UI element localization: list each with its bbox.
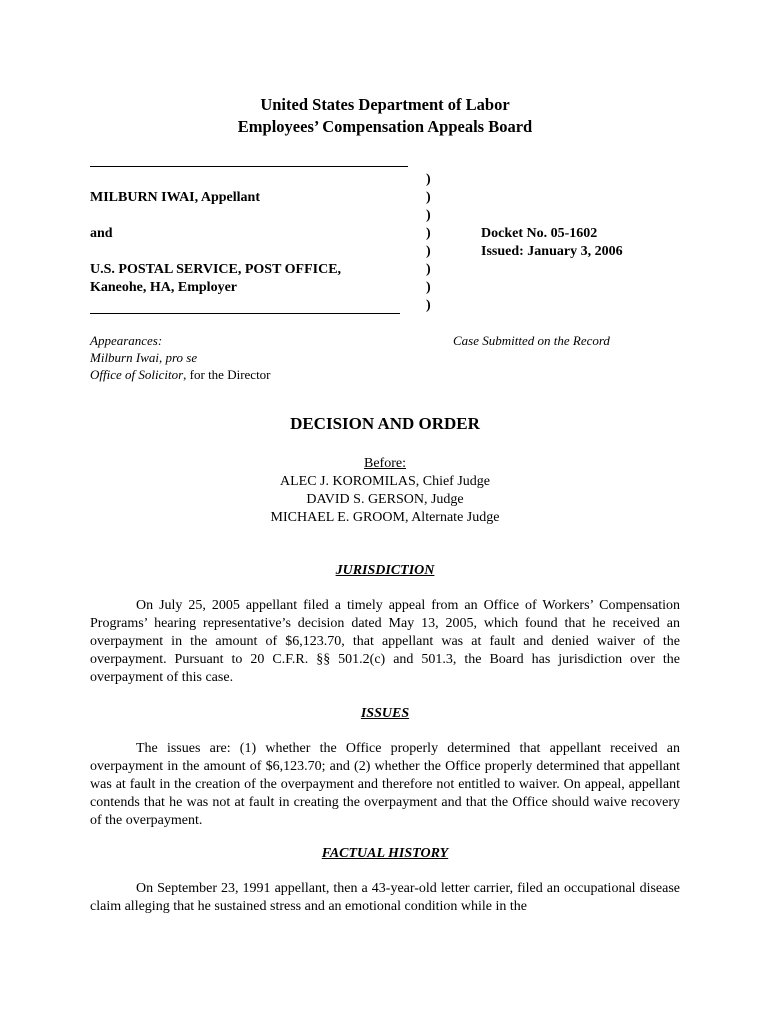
employer-line-2: Kaneohe, HA, Employer [90, 280, 237, 295]
judges-panel [0, 455, 770, 527]
paren: ) [426, 172, 431, 187]
agency-line-1: United States Department of Labor [260, 95, 510, 114]
employer-line-1: U.S. POSTAL SERVICE, POST OFFICE, [90, 262, 342, 277]
caption-bottom-rule [90, 313, 400, 314]
appellant-name: MILBURN IWAI, Appellant [90, 190, 260, 205]
caption-and: and [90, 226, 113, 241]
paren: ) [426, 190, 431, 205]
issued-date: Issued: January 3, 2006 [481, 244, 623, 259]
paren: ) [426, 280, 431, 295]
paren: ) [426, 298, 431, 313]
docket-block [481, 225, 623, 261]
paragraph-issues: The issues are: (1) whether the Office properly determined that appellant received an overpayment in the amount of $6,123.70; and (2) whether the Office properly determined that appellant was at fault in the creation of the overpayment and therefore not entitled to waiver. On appeal, appellant contends that he was not at fault in creating the overpayment and that the Office should waive recovery of the overpayment. [90, 741, 680, 828]
paragraph-factual-history: On September 23, 1991 appellant, then a 43-year-old letter carrier, filed an occupational disease claim alleging that he sustained stress and an emotional condition while in the [90, 881, 680, 914]
judge-name: ALEC J. KOROMILAS, Chief Judge [280, 474, 490, 489]
before-label: Before: [364, 456, 406, 471]
director-role: , for the Director [183, 367, 271, 382]
judge-name: DAVID S. GERSON, Judge [306, 492, 464, 507]
paren: ) [426, 226, 431, 241]
section-heading-factual-history: FACTUAL HISTORY [321, 846, 449, 861]
caption-parentheses [426, 171, 431, 315]
paren: ) [426, 244, 431, 259]
paren: ) [426, 208, 431, 223]
agency-header [0, 94, 770, 138]
appellant-representative: Milburn Iwai, pro se [90, 350, 198, 365]
appearances-block [90, 332, 271, 383]
appearances-label: Appearances: [90, 333, 163, 348]
section-heading-jurisdiction: JURISDICTION [335, 563, 435, 578]
docket-number: Docket No. 05-1602 [481, 226, 598, 241]
submission-note: Case Submitted on the Record [453, 333, 610, 348]
paragraph-jurisdiction: On July 25, 2005 appellant filed a timely appeal from an Office of Workers’ Compensation Programs’ hearing representative’s decision dated May 13, 2005, which found that he received an overpayment in the amount of $6,123.70, that appellant was at fault and denied waiver of the overpayment. Pursuant to 20 C.F.R. §§ 501.2(c) and 501.3, the Board has jurisdiction over the overpayment of this case. [90, 598, 680, 685]
solicitor-office: Office of Solicitor [90, 367, 184, 382]
section-heading-issues: ISSUES [360, 706, 410, 721]
judge-name: MICHAEL E. GROOM, Alternate Judge [270, 510, 500, 525]
director-representative [90, 366, 271, 383]
paren: ) [426, 262, 431, 277]
agency-line-2: Employees’ Compensation Appeals Board [237, 117, 533, 136]
decision-title: DECISION AND ORDER [290, 414, 480, 433]
caption-top-rule [90, 166, 408, 167]
